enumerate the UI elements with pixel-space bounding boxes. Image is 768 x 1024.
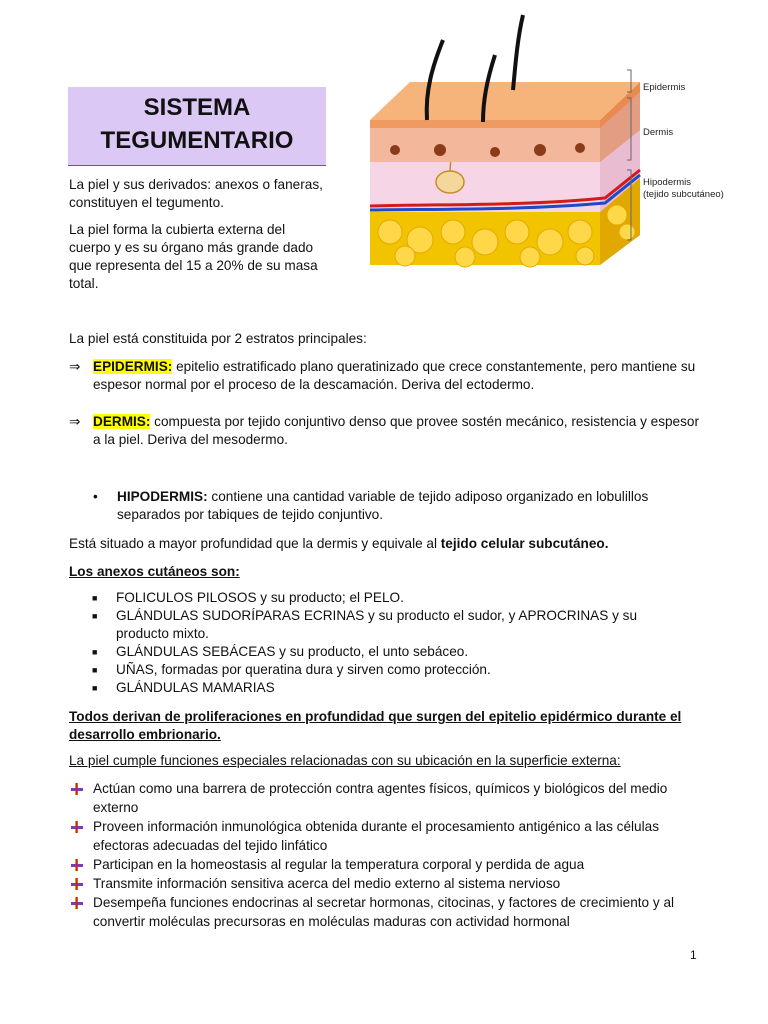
funcion-item: Desempeña funciones endocrinas al secretar hormonas, citocinas, y factores de crecimiento y al convertir moléculas precursoras en moléculas maduras con actividad hormonal: [69, 894, 709, 931]
square-bullet-icon: ■: [92, 683, 98, 693]
arrow-right-icon: ⇒: [69, 359, 81, 374]
label-dermis: Dermis: [643, 127, 674, 138]
epidermis-term: EPIDERMIS:: [93, 359, 173, 374]
bullet-icon: •: [93, 489, 98, 504]
arrow-right-icon: ⇒: [69, 414, 81, 429]
anexo-item: ■ GLÁNDULAS SEBÁCEAS y su producto, el unto sebáceo.: [92, 644, 469, 659]
hipodermis-item: [93, 488, 713, 524]
square-bullet-icon: ■: [92, 647, 98, 657]
anexo-item: ■ GLÁNDULAS MAMARIAS: [92, 680, 275, 695]
anexo-item: ■ FOLICULOS PILOSOS y su producto; el PELO.: [92, 590, 404, 605]
anexo-item: ■ UÑAS, formadas por queratina dura y sirven como protección.: [92, 662, 491, 677]
cross-bullet-icon: [71, 897, 83, 909]
cross-bullet-icon: [71, 821, 83, 833]
label-tejido-subcutaneo: (tejido subcutáneo): [643, 189, 724, 200]
funcion-item: Proveen información inmunológica obtenida durante el procesamiento antigénico a las células efectoras adecuadas del tejido linfático: [69, 818, 709, 855]
cross-bullet-icon: [71, 859, 83, 871]
funcion-item: Participan en la homeostasis al regular la temperatura corporal y perdida de agua: [69, 856, 709, 875]
hipodermis-term: HIPODERMIS:: [117, 489, 208, 504]
funciones-heading: La piel cumple funciones especiales relacionadas con su ubicación en la superficie externa:: [69, 753, 621, 768]
page-number: 1: [690, 948, 697, 962]
subcutaneo-paragraph: [69, 535, 608, 553]
epidermis-text: epitelio estratificado plano queratinizado que crece constantemente, pero mantiene su espesor normal por el proceso de la descamación. Deriva del ectodermo.: [93, 359, 696, 392]
document-title: [68, 87, 326, 166]
anexos-heading: Los anexos cutáneos son:: [69, 564, 240, 579]
cross-bullet-icon: [71, 783, 83, 795]
dermis-term: DERMIS:: [93, 414, 151, 429]
square-bullet-icon: ■: [92, 593, 98, 603]
epidermis-item: [69, 358, 709, 394]
label-hipodermis: Hipodermis: [643, 177, 692, 188]
intro-paragraph-2: La piel forma la cubierta externa del cuerpo y es su órgano más grande dado que representa del 15 a 20% de su masa total.: [69, 222, 318, 291]
strata-intro: La piel está constituida por 2 estratos principales:: [69, 331, 367, 346]
title-line-1: SISTEMA: [143, 94, 251, 121]
funcion-item: Transmite información sensitiva acerca del medio externo al sistema nervioso: [69, 875, 709, 894]
label-epidermis: Epidermis: [643, 82, 686, 93]
dermis-text: compuesta por tejido conjuntivo denso que provee sostén mecánico, resistencia y espesor a la piel. Deriva del mesodermo.: [93, 414, 700, 447]
square-bullet-icon: ■: [92, 665, 98, 675]
anexo-item: ■ GLÁNDULAS SUDORÍPARAS ECRINAS y su producto el sudor, y APROCRINAS y su producto mixto.: [92, 608, 638, 641]
intro-paragraph-1: La piel y sus derivados: anexos o faneras, constituyen el tegumento.: [69, 177, 323, 210]
cross-bullet-icon: [71, 878, 83, 890]
skin-layers-illustration: [365, 10, 745, 270]
subcutaneo-bold: tejido celular subcutáneo.: [440, 536, 609, 551]
funcion-item: Actúan como una barrera de protección contra agentes físicos, químicos y biológicos del medio externo: [69, 780, 709, 817]
subcutaneo-text: Está situado a mayor profundidad que la dermis y equivale al: [69, 536, 441, 551]
anexos-note: Todos derivan de proliferaciones en profundidad que surgen del epitelio epidérmico durante el desarrollo embrionario.: [69, 709, 682, 742]
hipodermis-text: contiene una cantidad variable de tejido adiposo organizado en lobulillos separados por tabiques de tejido conjuntivo.: [117, 489, 649, 522]
square-bullet-icon: ■: [92, 611, 98, 621]
dermis-item: [69, 413, 709, 449]
title-line-2: TEGUMENTARIO: [100, 127, 294, 154]
